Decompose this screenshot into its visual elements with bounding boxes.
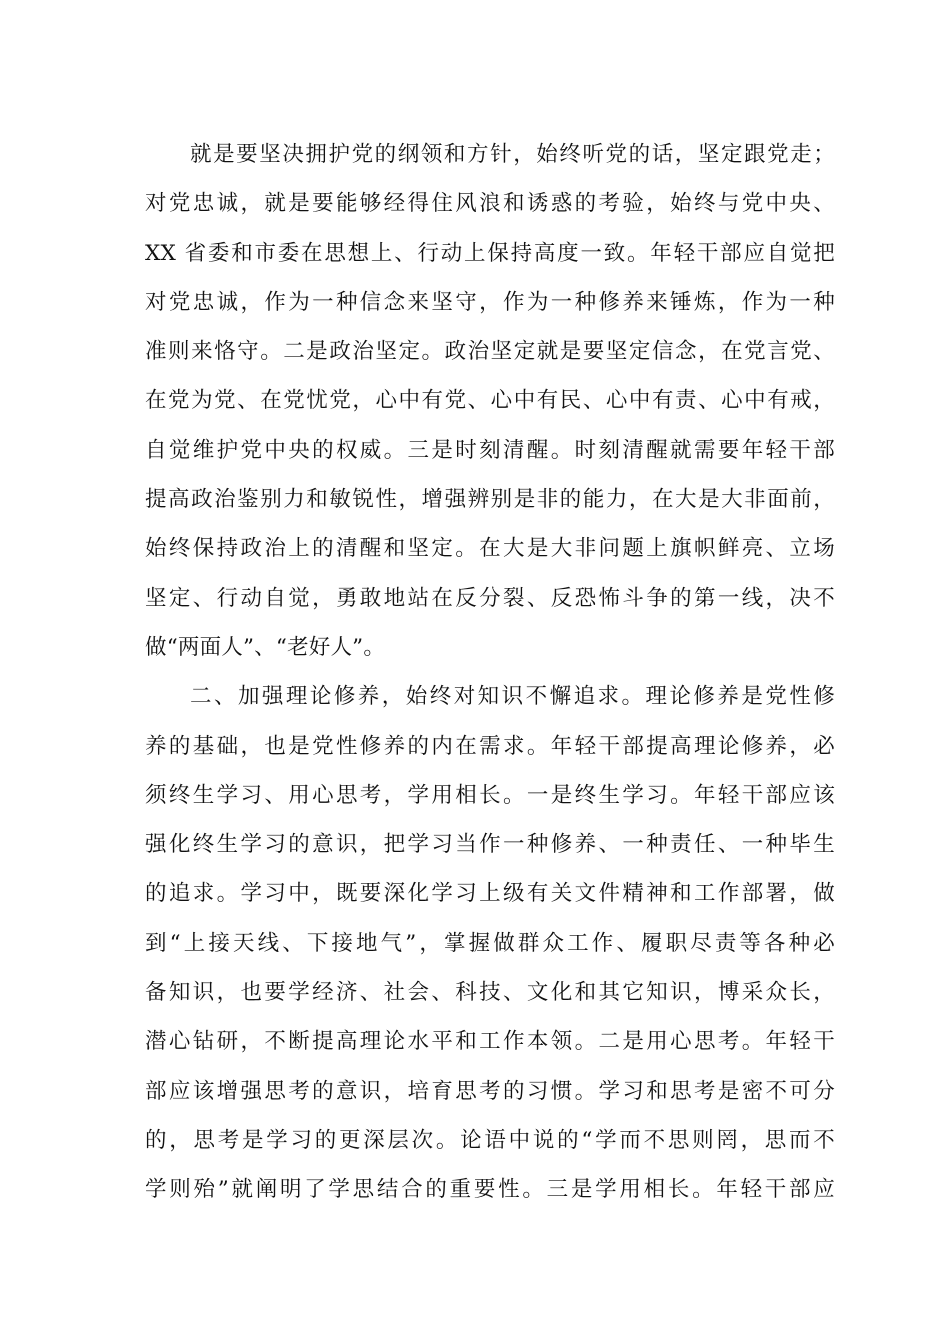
text-line: 准则来恪守。二是政治坚定。政治坚定就是要坚定信念，在党言党、 bbox=[145, 339, 835, 365]
text-line: 的，思考是学习的更深层次。论语中说的“学而不思则罔，思而不 bbox=[145, 1127, 835, 1153]
text-line: 自觉维护党中央的权威。三是时刻清醒。时刻清醒就需要年轻干部 bbox=[145, 437, 835, 463]
text-line: 提高政治鉴别力和敏锐性，增强辨别是非的能力，在大是大非面前， bbox=[145, 487, 835, 513]
text-line: 养的基础，也是党性修养的内在需求。年轻干部提高理论修养，必 bbox=[145, 733, 835, 759]
text-line: 在党为党、在党忧党，心中有党、心中有民、心中有责、心中有戒， bbox=[145, 388, 835, 414]
text-line: 强化终生学习的意识，把学习当作一种修养、一种责任、一种毕生 bbox=[145, 832, 835, 858]
text-line: 部应该增强思考的意识，培育思考的习惯。学习和思考是密不可分 bbox=[145, 1078, 835, 1104]
text-line: 备知识，也要学经济、社会、科技、文化和其它知识，博采众长， bbox=[145, 980, 835, 1006]
text-line: 对党忠诚，就是要能够经得住风浪和诱惑的考验，始终与党中央、 bbox=[145, 191, 835, 217]
text-line: 做“两面人”、“老好人”。 bbox=[145, 634, 386, 660]
text-line: 潜心钻研，不断提高理论水平和工作本领。二是用心思考。年轻干 bbox=[145, 1029, 835, 1055]
text-line: 对党忠诚，作为一种信念来坚守，作为一种修养来锤炼，作为一种 bbox=[145, 289, 835, 315]
text-line: 就是要坚决拥护党的纲领和方针，始终听党的话，坚定跟党走； bbox=[190, 142, 835, 167]
text-line: 须终生学习、用心思考，学用相长。一是终生学习。年轻干部应该 bbox=[145, 782, 835, 808]
text-line: XX 省委和市委在思想上、行动上保持高度一致。年轻干部应自觉把 bbox=[145, 240, 835, 266]
text-line: 到“上接天线、下接地气”，掌握做群众工作、履职尽责等各种必 bbox=[145, 930, 835, 956]
text-line: 学则殆”就阐明了学思结合的重要性。三是学用相长。年轻干部应 bbox=[145, 1177, 835, 1203]
text-line: 坚定、行动自觉，勇敢地站在反分裂、反恐怖斗争的第一线，决不 bbox=[145, 585, 835, 611]
text-line: 始终保持政治上的清醒和坚定。在大是大非问题上旗帜鲜亮、立场 bbox=[145, 536, 835, 562]
body-text bbox=[145, 130, 835, 1215]
text-line: 二、加强理论修养，始终对知识不懈追求。理论修养是党性修 bbox=[190, 684, 835, 710]
text-line: 的追求。学习中，既要深化学习上级有关文件精神和工作部署，做 bbox=[145, 881, 835, 907]
